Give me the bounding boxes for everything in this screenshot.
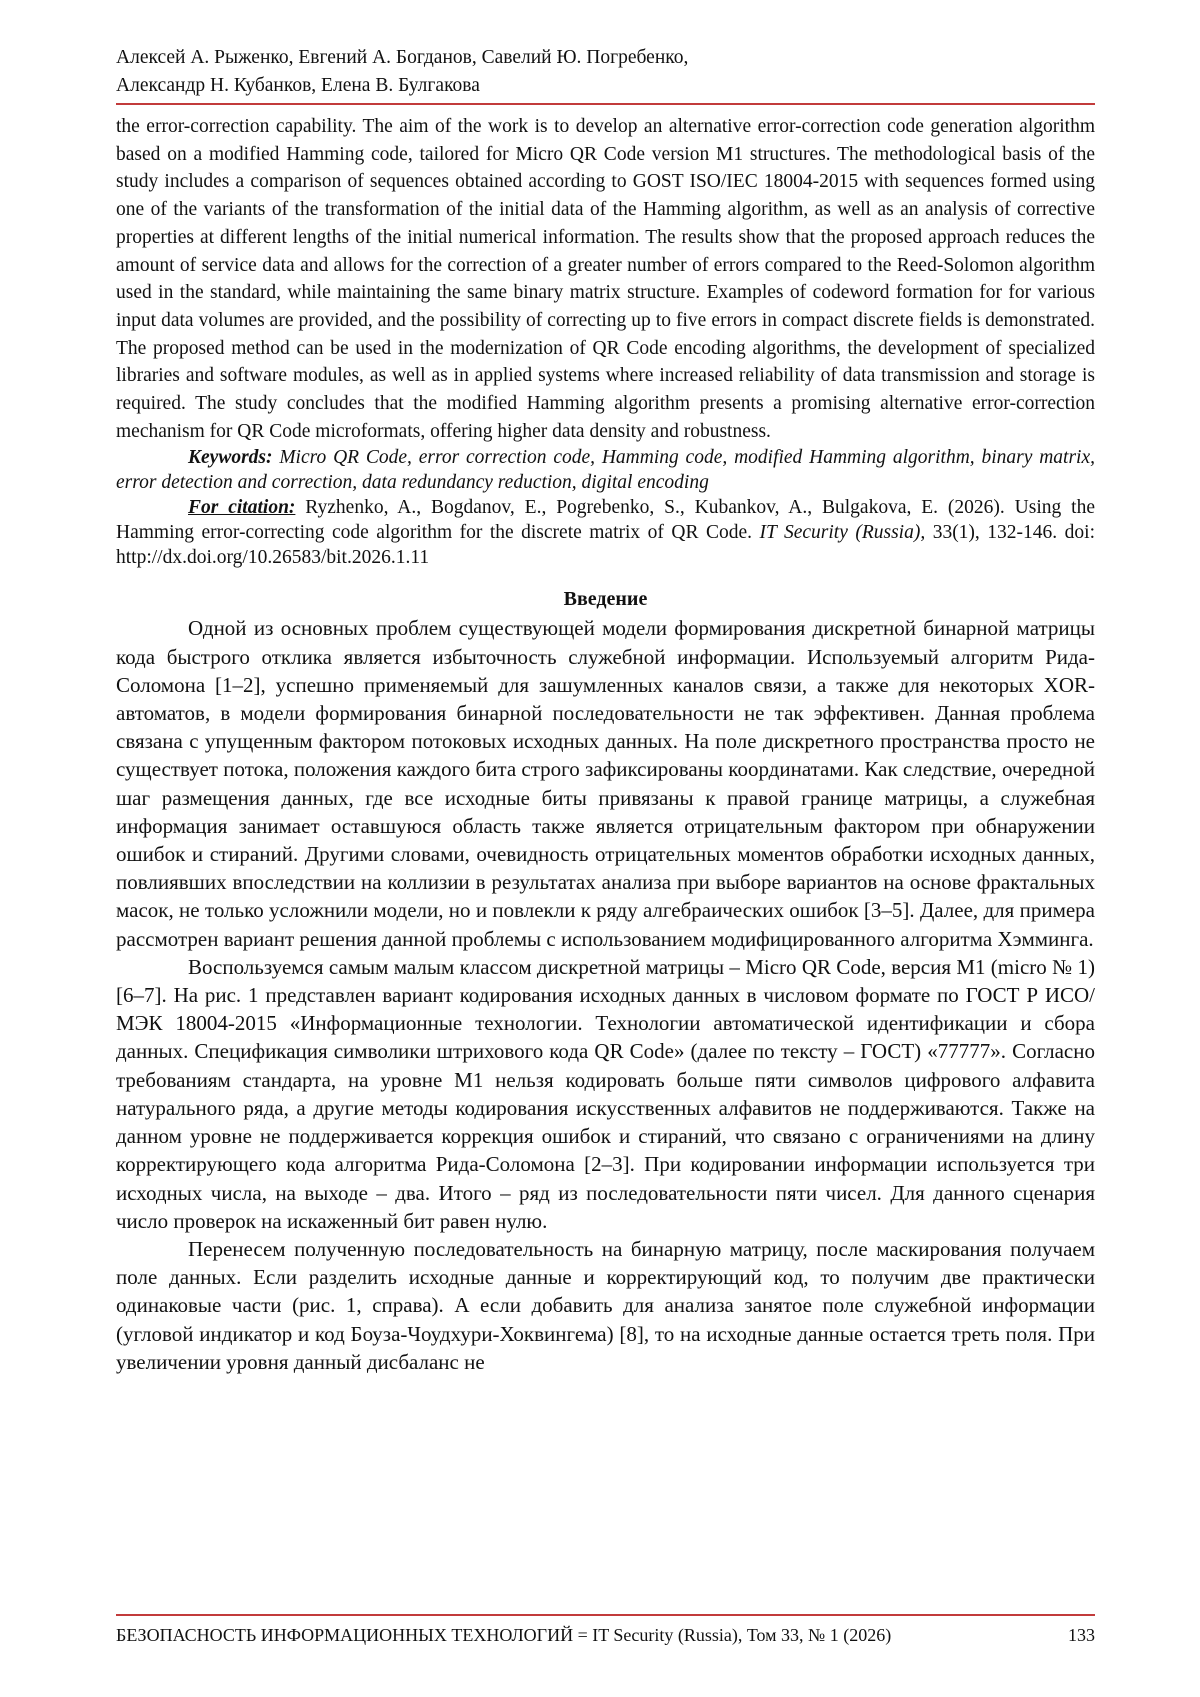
page-body <box>116 44 1095 1376</box>
keywords-label: Keywords: <box>188 447 273 469</box>
body-paragraph: Одной из основных проблем существующей модели формирования дискретной бинарной матрицы кода быстрого отклика является избыточность служебной информации. Используемый алгоритм Рида-Соломона [1–2], успешно применяемый для зашумленных каналов связи, а также для некоторых XOR-автоматов, в модели формирования бинарной последовательности не так эффективен. Данная проблема связана с упущенным фактором потоковых исходных данных. На поле дискретного пространства просто не существует потока, положения каждого бита строго зафиксированы координатами. Как следствие, очередной шаг размещения данных, где все исходные биты привязаны к правой границе матрицы, а служебная информация занимает оставшуюся область также является отрицательным фактором при обнаружении ошибок и стираний. Другими словами, очевидность отрицательных моментов обработки исходных данных, повлиявших впоследствии на коллизии в результатах анализа при выборе вариантов на основе фрактальных масок, не только усложнили модели, но и повлекли к ряду алгебраических ошибок [3–5]. Далее, для примера рассмотрен вариант решения данной проблемы с использованием модифицированного алгоритма Хэмминга. <box>116 616 1095 951</box>
citation-text-2: 33(1), 132-146. doi: http://dx.doi.org/10.26583/bit.2026.1.11 <box>116 522 1095 569</box>
page-number: 133 <box>1068 1625 1095 1645</box>
running-header-authors <box>116 44 1095 100</box>
footer-journal: БЕЗОПАСНОСТЬ ИНФОРМАЦИОННЫХ ТЕХНОЛОГИЙ = IT Security (Russia), Том 33, № 1 (2026) <box>116 1625 892 1645</box>
body-paragraph: Воспользуемся самым малым классом дискретной матрицы – Micro QR Code, версия M1 (micro № 1) [6–7]. На рис. 1 представлен вариант кодирования исходных данных в числовом формате по ГОСТ Р ИСО/МЭК 18004-2015 «Информационные технологии. Технологии автоматической идентификации и сбора данных. Спецификация символики штрихового кода QR Code» (далее по тексту – ГОСТ) «77777». Согласно требованиям стандарта, на уровне M1 нельзя кодировать больше пяти символов цифрового алфавита натурального ряда, а другие методы кодирования искусственных алфавитов не поддерживаются. Также на данном уровне не поддерживается коррекция ошибок и стираний, что связано с ограничениями на длину корректирующего кода алгоритма Рида-Соломона [2–3]. При кодировании информации используется три исходных числа, на выходе – два. Итого – ряд из последовательности пяти чисел. Для данного сценария число проверок на искаженный бит равен нулю. <box>116 954 1095 1233</box>
footer-rule <box>116 1614 1095 1616</box>
authors-line-2: Александр Н. Кубанков, Елена В. Булгакова <box>116 75 480 96</box>
abstract-text: the error-correction capability. The aim of the work is to develop an alternative error-correction code generation algorithm based on a modified Hamming code, tailored for Micro QR Code version M1 structures. The methodological basis of the study includes a comparison of sequences obtained according to GOST ISO/IEC 18004-2015 with sequences formed using one of the variants of the transformation of the initial data of the Hamming algorithm, as well as an analysis of corrective properties at different lengths of the initial numerical information. The results show that the proposed approach reduces the amount of service data and allows for the correction of a greater number of errors compared to the Reed-Solomon algorithm used in the standard, while maintaining the same binary matrix structure. Examples of codeword formation for for various input data volumes are provided, and the possibility of correcting up to five errors in compact discrete fields is demonstrated. The proposed method can be used in the modernization of QR Code encoding algorithms, the development of specialized libraries and software modules, as well as in applied systems where increased reliability of data transmission and storage is required. The study concludes that the modified Hamming algorithm presents a promising alternative error-correction mechanism for QR Code microformats, offering higher data density and robustness. <box>116 116 1095 442</box>
body-paragraph: Перенесем полученную последовательность на бинарную матрицу, после маскирования получаем поле данных. Если разделить исходные данные и корректирующий код, то получим две практически одинаковые части (рис. 1, справа). А если добавить для анализа занятое поле служебной информации (угловой индикатор и код Боуза-Чоудхури-Хоквингема) [8], то на исходные данные остается треть поля. При увеличении уровня данный дисбаланс не <box>116 1236 1095 1374</box>
keywords <box>116 445 1095 495</box>
section-title: Введение <box>563 588 648 611</box>
citation-text-1: Ryzhenko, A., Bogdanov, E., Pogrebenko, S., Kubankov, A., Bulgakova, E. (2026). Using the Hamming error-correcting code algorithm for the discrete matrix of QR Code. <box>116 497 1095 544</box>
keywords-text: Micro QR Code, error correction code, Hamming code, modified Hamming algorithm, binary matrix, error detection and correction, data redundancy reduction, digital encoding <box>116 447 1095 494</box>
citation-journal: IT Security (Russia), <box>759 522 926 544</box>
authors-line-1: Алексей А. Рыженко, Евгений А. Богданов, Савелий Ю. Погребенко, <box>116 47 689 68</box>
citation <box>116 495 1095 570</box>
header-rule <box>116 103 1095 105</box>
page-footer <box>116 1614 1095 1646</box>
citation-label: For citation: <box>188 497 296 519</box>
